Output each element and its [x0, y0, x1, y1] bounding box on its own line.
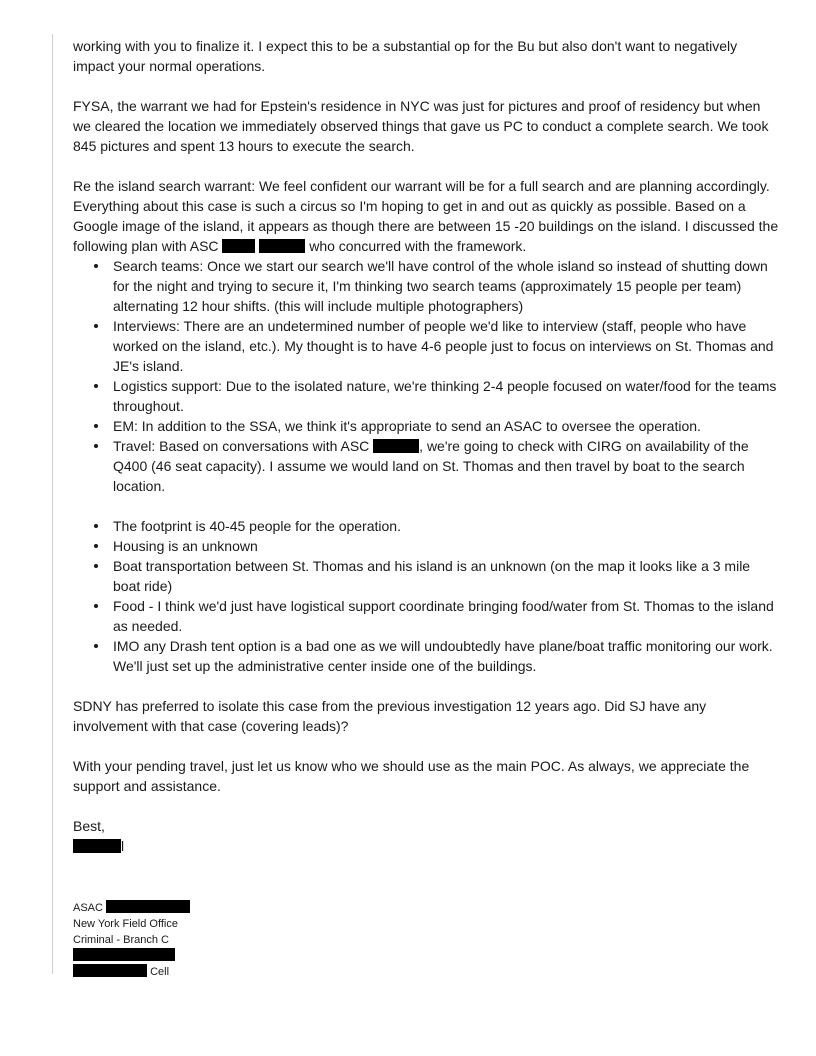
list-item: Food - I think we'd just have logistical support coordinate bringing food/water from St. Thomas to the island as needed. — [113, 596, 779, 636]
list-item: IMO any Drash tent option is a bad one as we will undoubtedly have plane/boat traffic monitoring our work. We'll just set up the administrative center inside one of the buildings. — [113, 636, 779, 676]
redaction-block — [106, 900, 190, 913]
spacer — [73, 496, 779, 516]
redaction-block — [259, 239, 305, 253]
list-item: Search teams: Once we start our search we'll have control of the whole island so instead of shutting down for the night and trying to secure it, I'm thinking two search teams (approximately 15 people per team) alternating 12 hour shifts. (this will include multiple photographers) — [113, 256, 779, 316]
notes-list — [73, 516, 779, 676]
closing: Best, — [73, 818, 105, 834]
island-paragraph — [73, 176, 779, 256]
travel-text: Travel: Based on conversations with ASC — [113, 438, 370, 454]
list-item — [113, 436, 779, 496]
redaction-block — [73, 948, 175, 961]
list-item: EM: In addition to the SSA, we think it's appropriate to send an ASAC to oversee the operation. — [113, 416, 779, 436]
list-item: Logistics support: Due to the isolated nature, we're thinking 2-4 people focused on water/food for the teams throughout. — [113, 376, 779, 416]
signature-cell — [73, 964, 779, 980]
travel-text-end: , we're going to check with CIRG on availability of the Q400 (46 seat capacity). I assume we would land on St. Thomas and then travel by boat to the search location. — [113, 438, 749, 494]
plan-list — [73, 256, 779, 496]
fysa-paragraph: FYSA, the warrant we had for Epstein's residence in NYC was just for pictures and proof of residency but when we cleared the location we immediately observed things that gave us PC to conduct a complete search. We took 845 pictures and spent 13 hours to execute the search. — [73, 98, 769, 154]
signature-office: New York Field Office — [73, 918, 178, 930]
island-text-end: who concurred with the framework. — [309, 238, 527, 254]
signature-branch: Criminal - Branch C — [73, 934, 169, 946]
name-suffix: l — [121, 838, 125, 854]
quote-bar — [52, 34, 53, 974]
email-body — [73, 36, 779, 980]
island-text: Re the island search warrant: We feel confident our warrant will be for a full search and are planning accordingly. Everything about this case is such a circus so I'm hoping to get in and out as quickly as possible. Based on a Google image of the island, it appears as though there are between 15 -20 buildings on the island. I discussed the following plan with ASC — [73, 178, 779, 254]
signature-block — [73, 900, 779, 980]
sdny-paragraph: SDNY has preferred to isolate this case from the previous investigation 12 years ago. Did SJ have any involvement with that case (covering leads)? — [73, 698, 707, 734]
list-item: The footprint is 40-45 people for the operation. — [113, 516, 779, 536]
list-item: Interviews: There are an undetermined number of people we'd like to interview (staff, people who have worked on the island, etc.). My thought is to have 4-6 people just to focus on interviews on St. Thomas and JE's island. — [113, 316, 779, 376]
signature-title — [73, 900, 779, 916]
redaction-block — [73, 839, 121, 853]
redaction-block — [222, 239, 255, 253]
signature-redacted-line — [73, 948, 779, 964]
spacer — [73, 856, 779, 900]
sender-name — [73, 836, 779, 856]
signature-title-label: ASAC — [73, 902, 103, 914]
redaction-block — [73, 964, 147, 977]
cell-label: Cell — [150, 966, 170, 978]
list-item: Boat transportation between St. Thomas and his island is an unknown (on the map it looks like a 3 mile boat ride) — [113, 556, 779, 596]
pending-paragraph: With your pending travel, just let us know who we should use as the main POC. As always, we appreciate the support and assistance. — [73, 758, 750, 794]
spacer — [73, 676, 779, 696]
intro-paragraph: working with you to finalize it. I expect this to be a substantial op for the Bu but also don't want to negatively impact your normal operations. — [73, 38, 738, 74]
list-item: Housing is an unknown — [113, 536, 779, 556]
redaction-block — [373, 439, 419, 453]
